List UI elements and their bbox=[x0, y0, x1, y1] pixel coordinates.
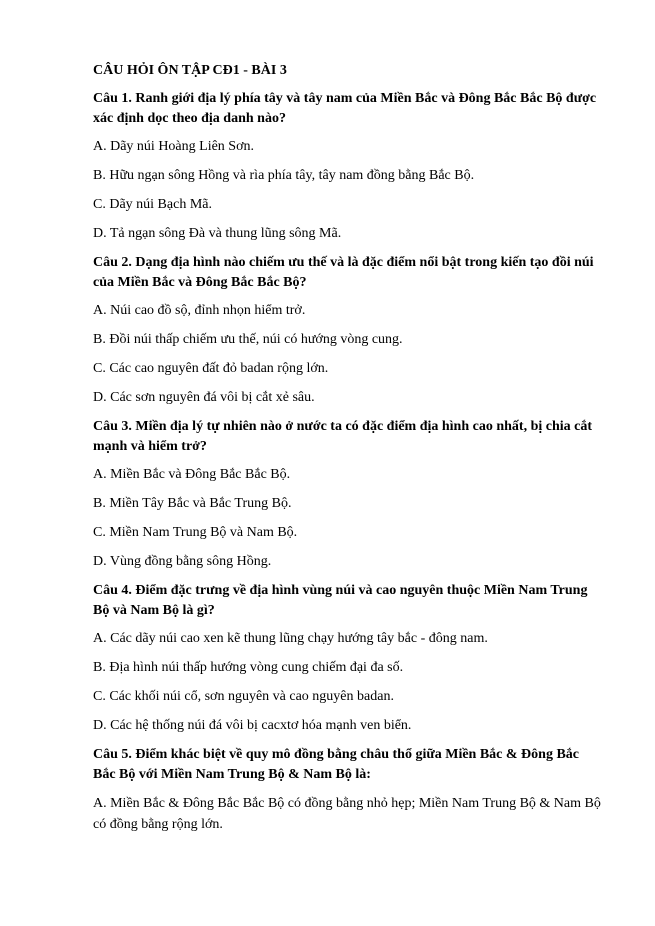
question-1 bbox=[93, 89, 603, 243]
answer-option-c: C. Miền Nam Trung Bộ và Nam Bộ. bbox=[93, 525, 298, 540]
question-3 bbox=[93, 417, 603, 571]
answer-option-b: B. Địa hình núi thấp hướng vòng cung chiếm đại đa số. bbox=[93, 660, 404, 675]
answer-option-d: D. Các sơn nguyên đá vôi bị cắt xẻ sâu. bbox=[93, 390, 315, 405]
question-text: Câu 4. Điểm đặc trưng về địa hình vùng núi và cao nguyên thuộc Miền Nam Trung Bộ và Nam Bộ là gì? bbox=[93, 583, 588, 618]
answer-option-a: A. Miền Bắc và Đông Bắc Bắc Bộ. bbox=[93, 467, 291, 482]
answer-option-d: D. Vùng đồng bằng sông Hồng. bbox=[93, 554, 272, 569]
answer-option-b: B. Miền Tây Bắc và Bắc Trung Bộ. bbox=[93, 496, 292, 511]
answer-option-d: D. Các hệ thống núi đá vôi bị cacxtơ hóa mạnh ven biển. bbox=[93, 718, 412, 733]
answer-option-c: C. Các khối núi cổ, sơn nguyên và cao nguyên badan. bbox=[93, 689, 394, 704]
answer-option-c: C. Các cao nguyên đất đỏ badan rộng lớn. bbox=[93, 361, 329, 376]
answer-option-b: B. Đồi núi thấp chiếm ưu thế, núi có hướng vòng cung. bbox=[93, 332, 403, 347]
question-2 bbox=[93, 253, 603, 407]
question-5 bbox=[93, 745, 603, 835]
question-text: Câu 5. Điểm khác biệt về quy mô đồng bằng châu thổ giữa Miền Bắc & Đông Bắc Bắc Bộ với Miền Nam Trung Bộ & Nam Bộ là: bbox=[93, 747, 579, 782]
answer-option-c: C. Dãy núi Bạch Mã. bbox=[93, 197, 212, 212]
answer-option-b: B. Hữu ngạn sông Hồng và rìa phía tây, tây nam đồng bằng Bắc Bộ. bbox=[93, 168, 475, 183]
question-4 bbox=[93, 581, 603, 735]
question-text: Câu 2. Dạng địa hình nào chiếm ưu thế và là đặc điểm nổi bật trong kiến tạo đồi núi của Miền Bắc và Đông Bắc Bắc Bộ? bbox=[93, 255, 594, 290]
question-text: Câu 1. Ranh giới địa lý phía tây và tây nam của Miền Bắc và Đông Bắc Bắc Bộ được xác định dọc theo địa danh nào? bbox=[93, 91, 597, 126]
question-text: Câu 3. Miền địa lý tự nhiên nào ở nước ta có đặc điểm địa hình cao nhất, bị chia cắt mạnh và hiểm trở? bbox=[93, 419, 593, 454]
answer-option-a: A. Núi cao đồ sộ, đỉnh nhọn hiểm trở. bbox=[93, 303, 306, 318]
answer-option-a: A. Các dãy núi cao xen kẽ thung lũng chạy hướng tây bắc - đông nam. bbox=[93, 631, 488, 646]
answer-option-a: A. Dãy núi Hoàng Liên Sơn. bbox=[93, 139, 254, 154]
document-title: CÂU HỎI ÔN TẬP CĐ1 - BÀI 3 bbox=[93, 63, 287, 78]
answer-option-d: D. Tả ngạn sông Đà và thung lũng sông Mã. bbox=[93, 226, 342, 241]
document-page bbox=[93, 61, 603, 845]
answer-option-a: A. Miền Bắc & Đông Bắc Bắc Bộ có đồng bằng nhỏ hẹp; Miền Nam Trung Bộ & Nam Bộ có đồng bằng rộng lớn. bbox=[93, 796, 601, 832]
